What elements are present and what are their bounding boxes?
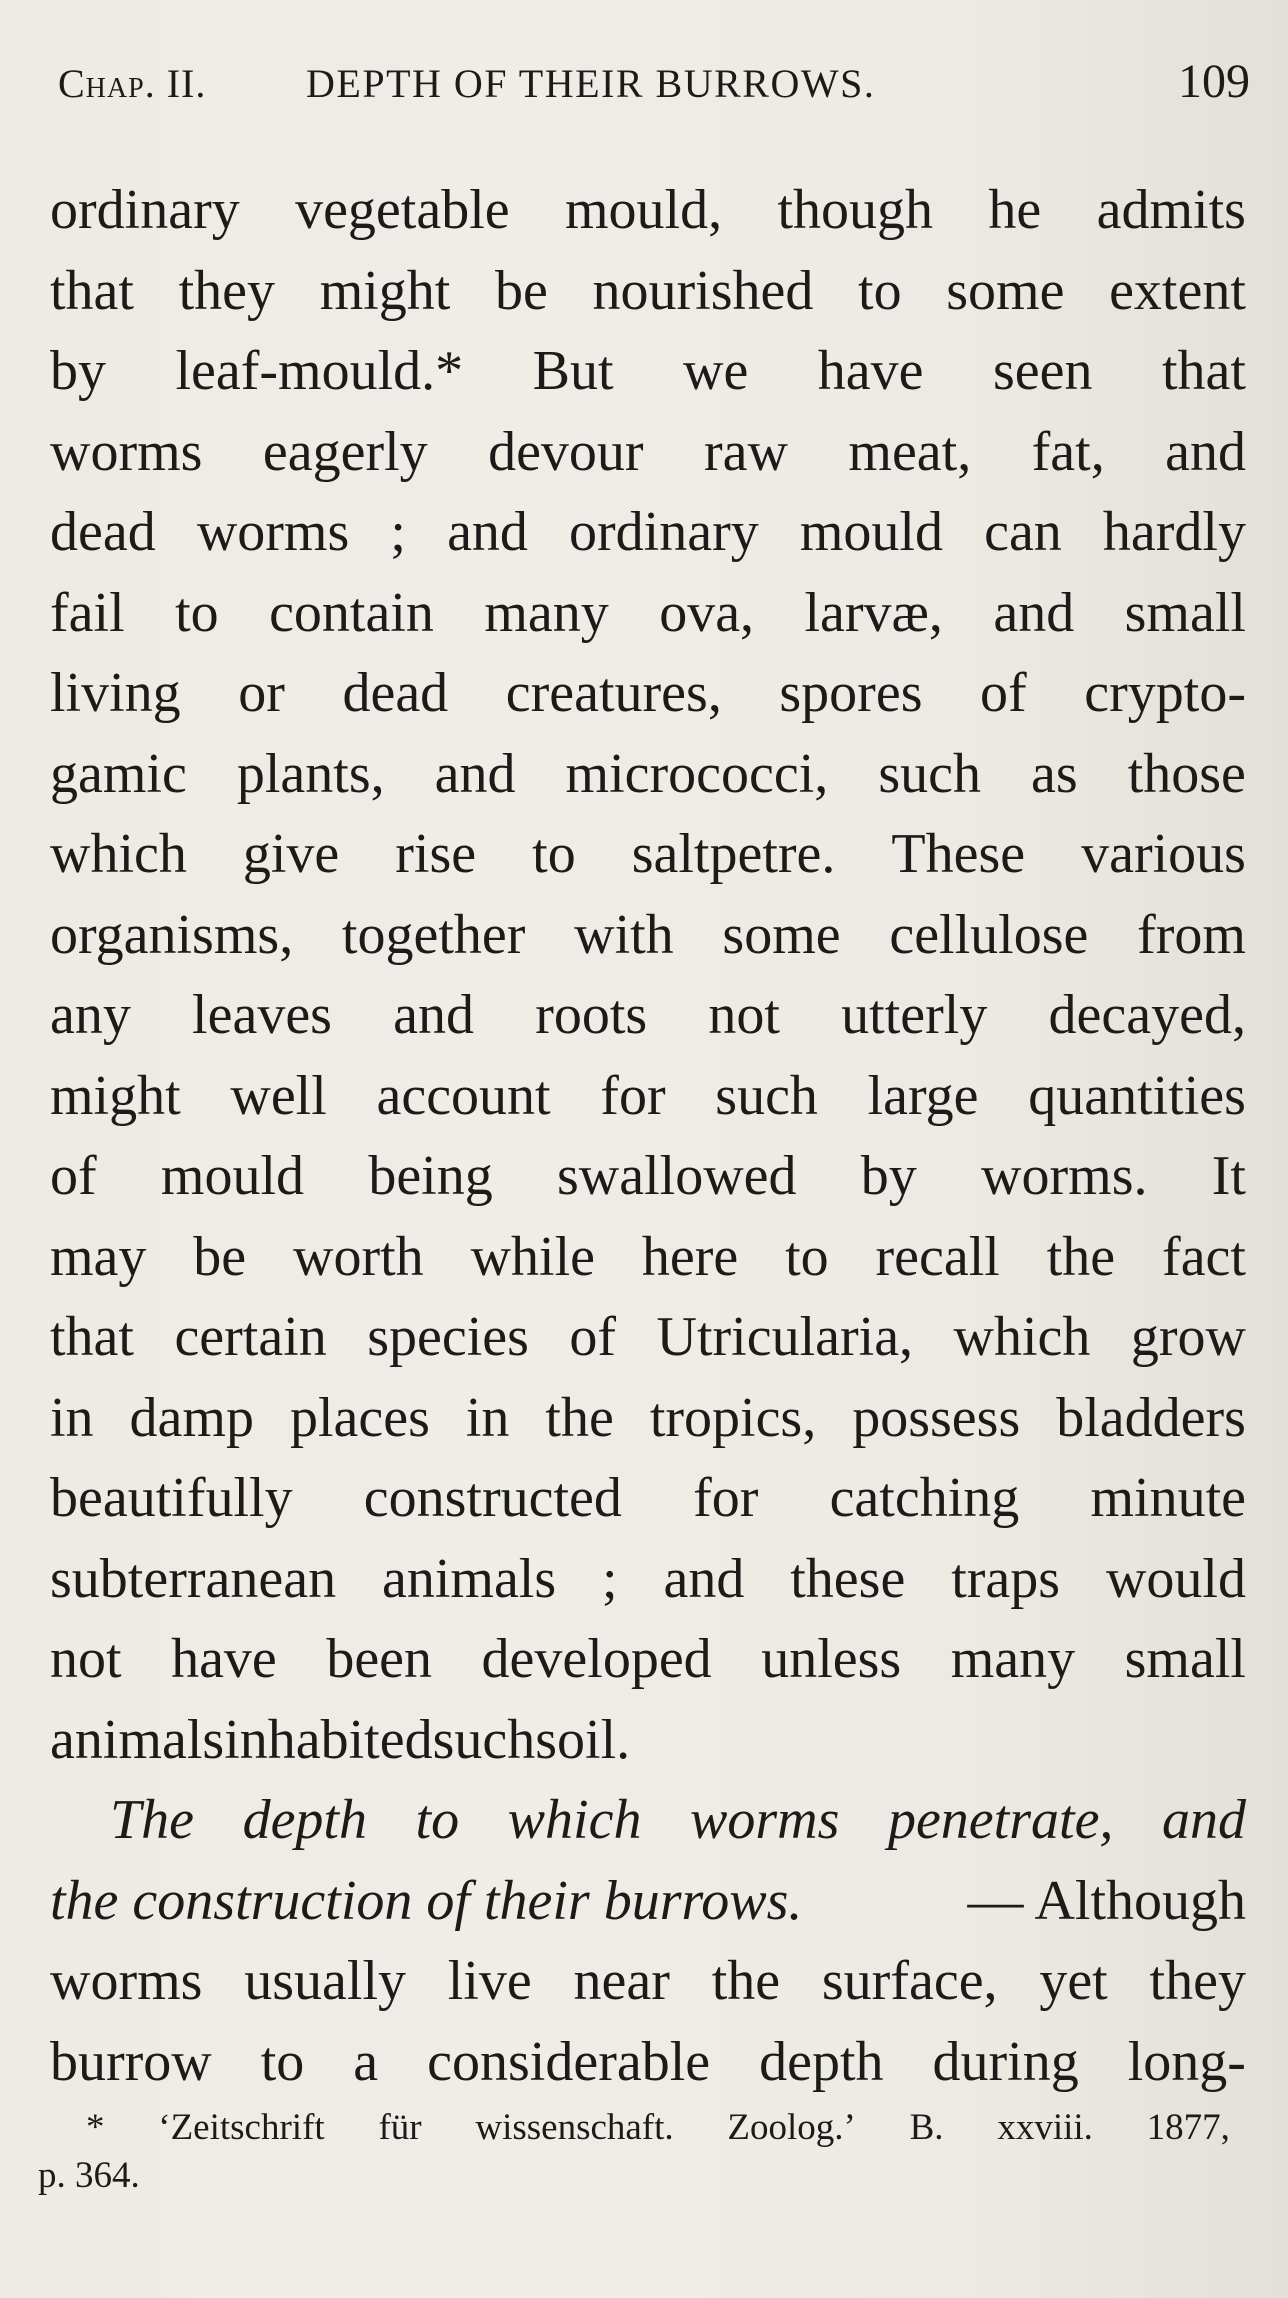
word: places [289, 1386, 430, 1449]
word: developed [481, 1628, 712, 1690]
word: be [495, 259, 548, 322]
word: and [393, 984, 475, 1046]
word: extent [1109, 259, 1246, 322]
word: live [447, 1950, 532, 2012]
word: may [50, 1225, 147, 1288]
word: considerable [427, 2030, 711, 2093]
word: swallowed [557, 1145, 797, 1207]
word: species [367, 1306, 529, 1368]
footnote-line [38, 2104, 1230, 2152]
word: cellulose [889, 903, 1089, 966]
word: the [1046, 1225, 1116, 1288]
text-line [50, 2022, 1246, 2103]
word: fail [50, 581, 125, 644]
word: für [378, 2107, 422, 2148]
section-heading-line [50, 1780, 1246, 1861]
word: which [507, 1789, 642, 1851]
word: can [984, 501, 1062, 563]
word: being [368, 1145, 493, 1207]
word: The [110, 1789, 194, 1851]
word: and [1162, 1789, 1246, 1851]
word: burrow [50, 2030, 212, 2093]
word: spores [779, 662, 923, 724]
word: grow [1130, 1306, 1246, 1368]
word: recall [875, 1225, 1000, 1288]
word: worms [690, 1789, 840, 1851]
word: saltpetre. [631, 823, 836, 885]
word: mould, [564, 179, 723, 241]
word: fact [1162, 1225, 1246, 1288]
word: usually [244, 1950, 406, 2012]
word: fat, [1031, 420, 1105, 483]
word: have [171, 1628, 277, 1690]
word: organisms, [50, 903, 294, 966]
text-line [50, 895, 1246, 976]
word: be [193, 1225, 247, 1288]
word: and [663, 1547, 745, 1610]
word: inhabited [224, 1708, 433, 1771]
word: creatures, [505, 662, 722, 724]
word: here [641, 1225, 739, 1288]
word: ova, [659, 581, 755, 644]
word: as [1031, 742, 1078, 805]
section-heading-rest: — Although [967, 1869, 1246, 1932]
word: dead [342, 662, 449, 724]
text-line [50, 412, 1246, 493]
word: mould [799, 501, 943, 563]
footnote-line [38, 2152, 1230, 2200]
word: and [1165, 420, 1246, 483]
chapter-label: Chap. II. [58, 61, 207, 106]
word: But [532, 340, 614, 402]
text-line [50, 573, 1246, 654]
word: xxviii. [997, 2107, 1093, 2148]
text-line [50, 251, 1246, 332]
word: possess [852, 1386, 1021, 1449]
word: leaf-mould.* [175, 340, 464, 402]
text-line [50, 1136, 1246, 1217]
word: ; [602, 1547, 618, 1610]
word: unless [761, 1628, 902, 1690]
word: ordinary [569, 501, 759, 563]
word: ordinary [50, 179, 240, 241]
word: ; [390, 501, 406, 563]
word: of [569, 1306, 617, 1368]
word: near [573, 1950, 670, 2012]
word: depth [759, 2030, 884, 2093]
word: constructed [363, 1467, 622, 1529]
word: meat, [848, 420, 972, 483]
word: damp [129, 1386, 254, 1449]
word: rise [395, 823, 477, 885]
word: or [238, 662, 285, 724]
text-line [50, 1619, 1246, 1700]
text-line [50, 331, 1246, 412]
word: Utricularia, [656, 1306, 914, 1368]
word: of [50, 1145, 97, 1207]
word: mould [160, 1145, 305, 1207]
word: nourished [592, 259, 814, 322]
word: yet [1039, 1950, 1108, 2012]
word: that [50, 1306, 134, 1368]
word: penetrate, [887, 1789, 1114, 1851]
word: dead [50, 501, 156, 563]
word: various [1081, 823, 1246, 885]
word: we [683, 340, 749, 402]
text-line [50, 1458, 1246, 1539]
text-line [50, 814, 1246, 895]
word: larvæ, [804, 581, 943, 644]
word: they [1149, 1950, 1246, 2012]
word: tropics, [649, 1386, 817, 1449]
word: * [86, 2107, 105, 2148]
word: to [785, 1225, 829, 1288]
word: many [484, 581, 609, 644]
word: surface, [821, 1950, 998, 2012]
word: contain [269, 581, 434, 644]
word: living [50, 662, 181, 724]
word: a [353, 2030, 379, 2093]
word: small [1124, 1628, 1246, 1690]
text-line [50, 1217, 1246, 1298]
word: and [447, 501, 528, 563]
word: by [50, 340, 106, 402]
word: soil. [535, 1708, 631, 1771]
word: those [1127, 742, 1246, 805]
running-title: DEPTH OF THEIR BURROWS. [306, 61, 876, 106]
text-line [50, 1941, 1246, 2022]
word: and [434, 742, 516, 805]
word: devour [488, 420, 644, 483]
word: though [777, 179, 934, 241]
word: not [50, 1628, 122, 1690]
word: with [574, 903, 674, 966]
word: some [722, 903, 841, 966]
word: and [993, 581, 1075, 644]
text-line [50, 170, 1246, 251]
word: in [50, 1386, 94, 1449]
word: of [980, 662, 1027, 724]
word: to [260, 2030, 305, 2093]
word: for [600, 1064, 666, 1127]
word: certain [174, 1306, 327, 1368]
word: It [1211, 1145, 1246, 1207]
word: that [1161, 340, 1246, 402]
word: been [326, 1628, 433, 1690]
word: these [790, 1547, 906, 1610]
word: plants, [236, 742, 385, 805]
word: any [50, 984, 131, 1046]
page-number: 109 [1178, 55, 1250, 108]
word: give [242, 823, 340, 885]
word: from [1137, 903, 1246, 966]
word: long- [1127, 2030, 1246, 2093]
word: admits [1096, 179, 1246, 241]
section-heading-line [50, 1861, 1246, 1942]
word: would [1105, 1547, 1246, 1610]
word: many [950, 1628, 1076, 1690]
text-line [50, 492, 1246, 573]
word: to [175, 581, 219, 644]
text-line [50, 975, 1246, 1056]
word: eagerly [262, 420, 428, 483]
word: by [860, 1145, 917, 1207]
body-text [50, 170, 1246, 2102]
word: worms [50, 1950, 203, 2012]
word: utterly [841, 984, 988, 1046]
text-line [50, 734, 1246, 815]
word: gamic [50, 742, 187, 805]
text-line [50, 1700, 1246, 1781]
word: raw [704, 420, 788, 483]
word: during [932, 2030, 1079, 2093]
word: bladders [1056, 1386, 1246, 1449]
word: B. [909, 2107, 944, 2148]
word: wissenschaft. [475, 2107, 674, 2148]
word: vegetable [295, 179, 510, 241]
word: such [715, 1064, 818, 1127]
word: he [988, 179, 1042, 241]
word: worms [50, 420, 203, 483]
word: worth [293, 1225, 424, 1288]
text-line [50, 1378, 1246, 1459]
word: animals [50, 1708, 225, 1771]
text-line [50, 653, 1246, 734]
word: which [50, 823, 187, 885]
word: to [415, 1789, 460, 1851]
word: small [1124, 581, 1246, 644]
word: ‘Zeitschrift [158, 2107, 325, 2148]
word: the [545, 1386, 614, 1449]
word: have [817, 340, 924, 402]
word: to [532, 823, 576, 885]
word: not [708, 984, 780, 1046]
word: minute [1090, 1467, 1246, 1529]
word: animals [381, 1547, 557, 1610]
word: might [319, 259, 451, 322]
word: together [341, 903, 526, 966]
section-heading-italic: the construction of their burrows. [50, 1869, 803, 1932]
word: decayed, [1048, 984, 1246, 1046]
word: such [432, 1708, 536, 1771]
word: worms [196, 501, 350, 563]
word: traps [951, 1547, 1061, 1610]
word: seen [992, 340, 1093, 402]
word: hardly [1102, 501, 1246, 563]
footnote [38, 2104, 1230, 2200]
word: might [50, 1064, 181, 1127]
running-head [58, 52, 1250, 112]
word: catching [829, 1467, 1020, 1529]
word: quantities [1028, 1064, 1246, 1127]
word: account [376, 1064, 551, 1127]
word: some [946, 259, 1065, 322]
word: subterranean [50, 1547, 337, 1610]
word: which [953, 1306, 1091, 1368]
word: leaves [192, 984, 332, 1046]
word: large [867, 1064, 979, 1127]
word: micrococci, [565, 742, 829, 805]
word: roots [535, 984, 648, 1046]
word: to [858, 259, 902, 322]
word: These [891, 823, 1026, 885]
word: 1877, [1146, 2107, 1230, 2148]
word: well [230, 1064, 327, 1127]
word: such [878, 742, 981, 805]
word: they [178, 259, 276, 322]
word: for [693, 1467, 759, 1529]
text-line [50, 1539, 1246, 1620]
word: Zoolog.’ [727, 2107, 856, 2148]
word: that [50, 259, 134, 322]
text-line [50, 1056, 1246, 1137]
text-line [50, 1297, 1246, 1378]
word: beautifully [50, 1467, 293, 1529]
word: crypto- [1084, 662, 1246, 724]
word: in [465, 1386, 510, 1449]
footnote-text: p. 364. [38, 2155, 140, 2196]
word: depth [242, 1789, 367, 1851]
word: while [470, 1225, 595, 1288]
word: the [711, 1950, 781, 2012]
word: worms. [981, 1145, 1148, 1207]
